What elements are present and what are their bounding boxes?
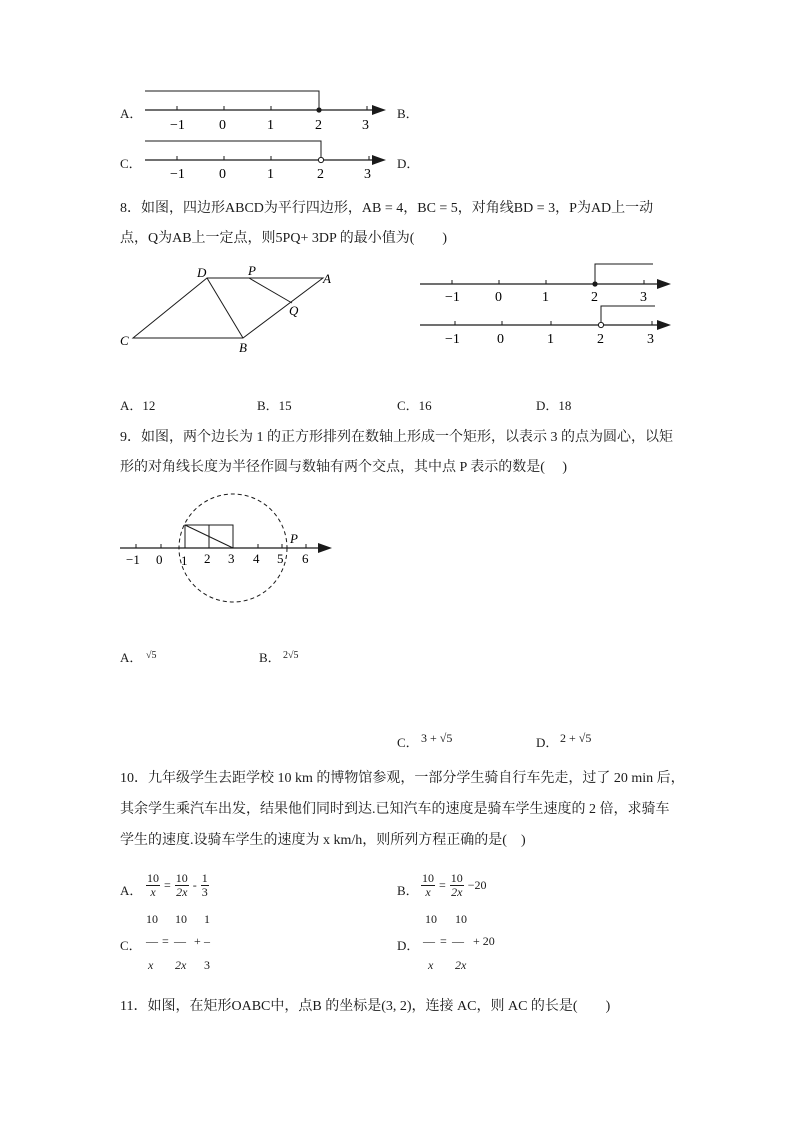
q7c-tick-2: 2: [317, 167, 324, 180]
q10-c-bar-2: —: [174, 934, 186, 948]
q7c-tick-neg1: −1: [170, 167, 185, 180]
q8-point-a: A: [323, 271, 331, 286]
q8-option-c: C．16: [397, 398, 432, 413]
svg-text:2: 2: [591, 290, 598, 305]
svg-text:3: 3: [647, 332, 654, 347]
q9-option-d-value: 2 + √5: [560, 731, 592, 745]
q8-number-line-top: [420, 264, 671, 305]
q7c-tick-1: 1: [267, 167, 274, 180]
q10-c-eq: =: [162, 934, 169, 948]
q10-text-line1: 10．九年级学生去距学校 10 km 的博物馆参观，一部分学生骑自行车先走，过了 20 min 后，: [120, 771, 685, 786]
q9-option-a-label: A．: [120, 650, 143, 665]
q9-option-d-label: D．: [536, 735, 559, 750]
q7-number-lines: [140, 85, 390, 180]
q9-tick-4: 4: [253, 551, 260, 566]
q8-option-a: A．12: [120, 398, 156, 413]
q10-c-plus: +: [194, 934, 201, 948]
q8-text-line2: 点，Q为AB上一定点，则5PQ+ 3DP 的最小值为( ): [120, 231, 448, 246]
q10-c-bar-3: –: [204, 934, 210, 948]
q7-option-c-label: C．: [120, 156, 142, 171]
q8-point-d: D: [197, 265, 207, 280]
q9-tick-1: 1: [181, 553, 188, 568]
q10-d-bar-2: —: [452, 934, 464, 948]
q7-number-line-c: [145, 141, 386, 180]
q10-option-a-label: A．: [120, 883, 143, 898]
q10-c-num-1: 10: [146, 912, 158, 926]
q8-option-b: B．15: [257, 398, 292, 413]
q8-point-b: B: [239, 340, 247, 355]
q10-option-b-label: B．: [397, 883, 419, 898]
q7-option-a-label: A．: [120, 106, 143, 121]
q9-text-line1: 9．如图，两个边长为 1 的正方形排列在数轴上形成一个矩形，以表示 3 的点为圆心，以矩: [120, 430, 673, 445]
q10-c-den-1: x: [148, 958, 154, 972]
q7a-tick-3: 3: [362, 118, 369, 133]
q8-point-p: P: [248, 263, 256, 278]
q9-point-p: P: [290, 531, 298, 546]
q9-tick-3: 3: [228, 551, 235, 566]
q10-d-num-1: 10: [425, 912, 437, 926]
q9-circle-figure: [115, 485, 345, 610]
q7-option-b-label: B．: [397, 106, 419, 121]
q7a-tick-2: 2: [315, 118, 322, 133]
svg-text:−1: −1: [445, 332, 460, 347]
q9-option-c-label: C．: [397, 735, 419, 750]
q8-point-q: Q: [289, 303, 299, 318]
svg-text:1: 1: [547, 332, 554, 347]
q10-option-a-equation: $\frac{10}{x}$ = $\frac{10}{2x}$ - $\frac{1}{3}$: [147, 871, 208, 899]
svg-text:0: 0: [497, 332, 504, 347]
svg-text:3: 3: [640, 290, 647, 305]
q10-d-plus-twenty: + 20: [473, 934, 495, 948]
q10-d-eq: =: [440, 934, 447, 948]
q9-option-a-value: √5: [146, 650, 157, 661]
q10-option-b-equation: $\frac{10}{x}$ = $\frac{10}{2x}$ −20: [422, 871, 487, 899]
q9-option-b-label: B．: [259, 650, 281, 665]
q7a-tick-1: 1: [267, 118, 274, 133]
q10-c-den-3: 3: [204, 958, 210, 972]
q9-option-c-value: 3 + √5: [421, 731, 453, 745]
svg-text:−1: −1: [445, 290, 460, 305]
svg-text:1: 1: [542, 290, 549, 305]
q8-point-c: C: [120, 333, 129, 348]
q7c-tick-3: 3: [364, 167, 371, 180]
q10-d-num-2: 10: [455, 912, 467, 926]
q8-number-line-bottom: [420, 306, 671, 347]
q10-text-line2: 其余学生乘汽车出发，结果他们同时到达.已知汽车的速度是骑车学生速度的 2 倍，求骑车: [120, 802, 670, 817]
q10-d-bar-1: —: [423, 934, 435, 948]
q7a-tick-neg1: −1: [170, 118, 185, 133]
svg-text:2: 2: [597, 332, 604, 347]
q10-c-den-2: 2x: [175, 958, 187, 972]
q8-option-d: D．18: [536, 398, 572, 413]
q10-c-num-2: 10: [175, 912, 187, 926]
q8-text-line1: 8．如图，四边形ABCD为平行四边形，AB = 4，BC = 5，对角线BD = 3，P为AD上一动: [120, 201, 654, 216]
q10-option-c-label: C．: [120, 938, 142, 953]
q10-c-num-3: 1: [204, 912, 210, 926]
svg-text:0: 0: [495, 290, 502, 305]
q10-text-line3: 学生的速度.设骑车学生的速度为 x km/h，则所列方程正确的是( ): [120, 833, 526, 848]
q7-number-line-a: [145, 91, 386, 133]
q9-tick-2: 2: [204, 551, 211, 566]
q10-d-den-2: 2x: [455, 958, 467, 972]
q10-option-d-label: D．: [397, 938, 420, 953]
q9-tick-6: 6: [302, 551, 309, 566]
q10-c-bar-1: —: [146, 934, 158, 948]
q9-tick-5: 5: [277, 551, 284, 566]
q7a-tick-0: 0: [219, 118, 226, 133]
q9-tick-0: 0: [156, 552, 163, 567]
q8-parallelogram-figure: [115, 262, 345, 357]
q9-text-line2: 形的对角线长度为半径作圆与数轴有两个交点，其中点 P 表示的数是( ): [120, 460, 568, 475]
q8-number-lines: [415, 260, 680, 350]
q7-option-d-label: D．: [397, 156, 420, 171]
q10-d-den-1: x: [428, 958, 434, 972]
q7c-tick-0: 0: [219, 167, 226, 180]
q9-option-b-value: 2√5: [283, 650, 299, 661]
q11-text-line1: 11．如图，在矩形OABC中，点B 的坐标是(3, 2)，连接 AC，则 AC 的长是( ): [120, 999, 611, 1014]
q9-tick-neg1: −1: [126, 552, 140, 567]
